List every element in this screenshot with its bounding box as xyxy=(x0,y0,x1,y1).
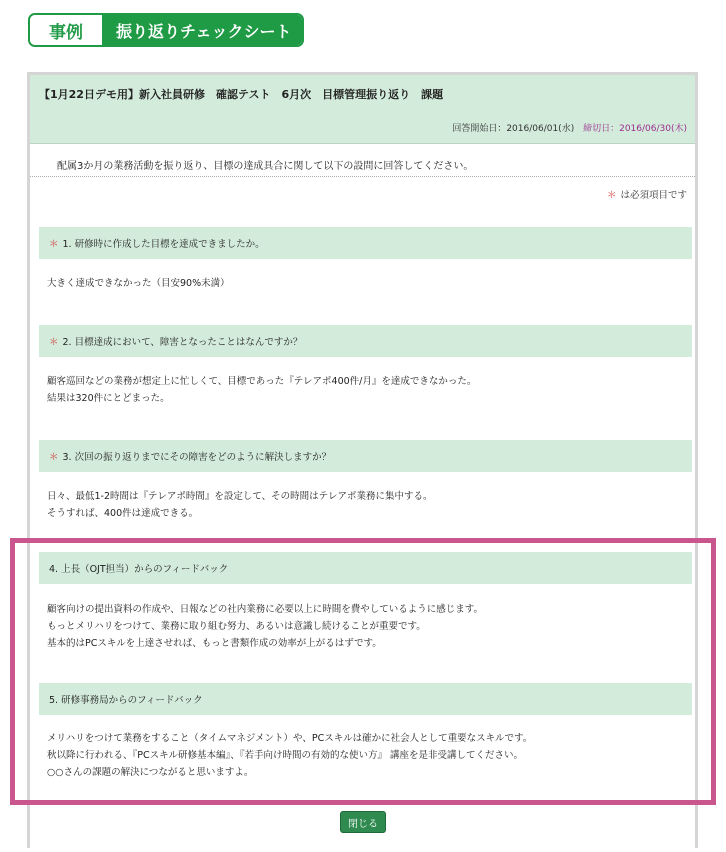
sheet-title: 振り返りチェックシート xyxy=(102,15,302,45)
start-date: 回答開始日：2016/06/01(水) xyxy=(452,124,575,134)
feedback-1-header xyxy=(39,552,692,584)
close-button[interactable]: 閉じる xyxy=(340,811,386,833)
form-intro: 配属3か月の業務活動を振り返り、目標の達成具合に関して以下の設問に回答してください。 xyxy=(57,161,474,172)
answer-line: そうすれば、400件は達成できる。 xyxy=(47,508,199,519)
question-2-label: 2. 目標達成において、障害となったことはなんですか？ xyxy=(62,337,303,348)
required-asterisk-icon: ＊ xyxy=(49,337,59,348)
feedback-2-header xyxy=(39,683,692,715)
question-2-answer xyxy=(47,373,476,407)
form-header xyxy=(30,75,695,144)
question-1-header xyxy=(39,227,692,259)
checksheet-form xyxy=(27,72,698,848)
question-1-label: 1. 研修時に作成した目標を達成できましたか。 xyxy=(62,239,265,250)
feedback-1-label: 4. 上長（OJT担当）からのフィードバック xyxy=(49,564,229,575)
question-2-header xyxy=(39,325,692,357)
required-asterisk-icon: ＊ xyxy=(49,239,59,250)
answer-line: 結果は320件にとどまった。 xyxy=(47,393,170,404)
deadline-date: 締切日：2016/06/30(木) xyxy=(583,124,687,134)
question-3-label: 3. 次回の振り返りまでにその障害をどのように解決しますか？ xyxy=(62,452,332,463)
case-tag xyxy=(28,13,304,47)
case-label: 事例 xyxy=(30,15,102,45)
form-dates xyxy=(452,121,687,134)
feedback-line: 秋以降に行われる、『PCスキル研修基本編』、『若手向け時間の有効的な使い方』 講座を是非受講してください。 xyxy=(47,750,524,761)
feedback-1-body xyxy=(47,601,483,652)
question-1-answer xyxy=(47,275,230,292)
form-title: 【1月22日デモ用】新入社員研修 確認テスト 6月次 目標管理振り返り 課題 xyxy=(39,88,444,101)
feedback-line: ○○さんの課題の解決につながると思いますよ。 xyxy=(47,767,254,778)
feedback-line: 顧客向けの提出資料の作成や、日報などの社内業務に必要以上に時間を費やしているように感じます。 xyxy=(47,604,484,615)
required-note: ＊ は必須項目です xyxy=(606,190,687,201)
answer-line: 大きく達成できなかった（目安90%未満） xyxy=(47,278,230,289)
feedback-line: 基本的はPCスキルを上達させれば、もっと書類作成の効率が上がるはずです。 xyxy=(47,638,382,649)
question-3-answer xyxy=(47,488,432,522)
required-asterisk-icon: ＊ xyxy=(49,452,59,463)
feedback-2-body xyxy=(47,730,532,781)
required-asterisk-icon: ＊ xyxy=(606,190,617,201)
question-3-header xyxy=(39,440,692,472)
answer-line: 日々、最低1-2時間は『テレアポ時間』を設定して、その時間はテレアポ業務に集中する。 xyxy=(47,491,433,502)
divider xyxy=(30,176,695,177)
feedback-2-label: 5. 研修事務局からのフィードバック xyxy=(49,695,203,706)
answer-line: 顧客巡回などの業務が想定上に忙しくて、目標であった『テレアポ400件/月』を達成できなかった。 xyxy=(47,376,477,387)
feedback-line: メリハリをつけて業務をすること（タイムマネジメント）や、PCスキルは確かに社会人として重要なスキルです。 xyxy=(47,733,533,744)
feedback-line: もっとメリハリをつけて、業務に取り組む努力、あるいは意識し続けることが重要です。 xyxy=(47,621,426,632)
